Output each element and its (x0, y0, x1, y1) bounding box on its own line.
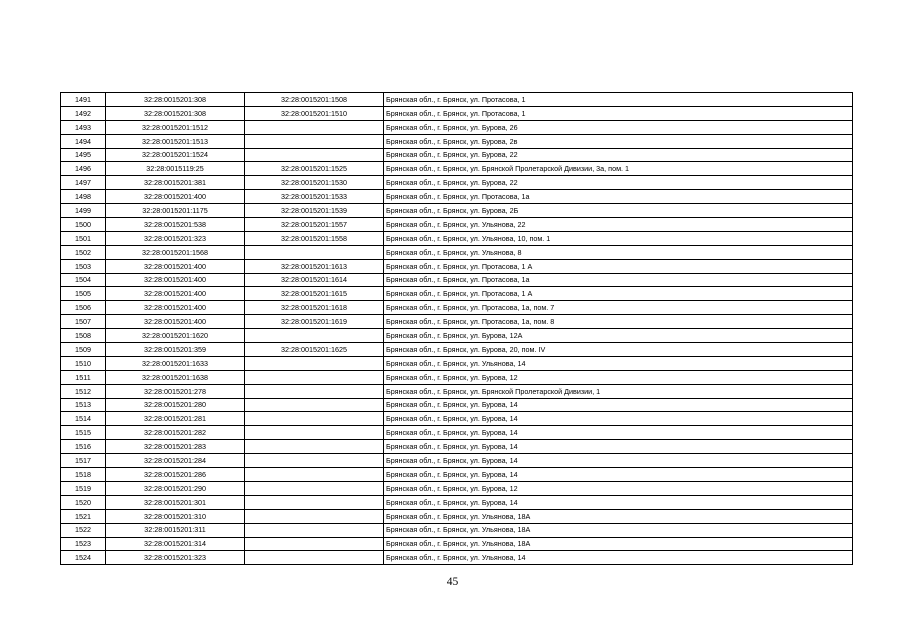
address-cell: Брянская обл., г. Брянск, ул. Протасова, 1а, пом. 7 (384, 301, 853, 315)
table-row (61, 551, 853, 565)
cadastral-number-cell: 32:28:0015201:308 (106, 106, 245, 120)
address-cell: Брянская обл., г. Брянск, ул. Бурова, 14 (384, 412, 853, 426)
table-row (61, 426, 853, 440)
cadastral-number-cell: 32:28:0015201:1512 (106, 120, 245, 134)
premises-cadastral-number-cell (245, 440, 384, 454)
cadastral-number-cell: 32:28:0015201:323 (106, 231, 245, 245)
row-number-cell: 1494 (61, 134, 106, 148)
row-number-cell: 1523 (61, 537, 106, 551)
cadastral-number-cell: 32:28:0015201:1568 (106, 245, 245, 259)
row-number-cell: 1514 (61, 412, 106, 426)
table-row (61, 509, 853, 523)
address-cell: Брянская обл., г. Брянск, ул. Бурова, 2Б (384, 204, 853, 218)
cadastral-number-cell: 32:28:0015201:400 (106, 259, 245, 273)
row-number-cell: 1497 (61, 176, 106, 190)
cadastral-number-cell: 32:28:0015201:381 (106, 176, 245, 190)
premises-cadastral-number-cell (245, 537, 384, 551)
cadastral-number-cell: 32:28:0015201:359 (106, 343, 245, 357)
premises-cadastral-number-cell: 32:28:0015201:1539 (245, 204, 384, 218)
row-number-cell: 1491 (61, 93, 106, 107)
premises-cadastral-number-cell (245, 523, 384, 537)
property-registry-table (60, 92, 853, 565)
row-number-cell: 1500 (61, 218, 106, 232)
row-number-cell: 1521 (61, 509, 106, 523)
table-row (61, 218, 853, 232)
address-cell: Брянская обл., г. Брянск, ул. Бурова, 14 (384, 398, 853, 412)
address-cell: Брянская обл., г. Брянск, ул. Ульянова, 10, пом. 1 (384, 231, 853, 245)
cadastral-number-cell: 32:28:0015201:400 (106, 315, 245, 329)
cadastral-number-cell: 32:28:0015201:400 (106, 301, 245, 315)
cadastral-number-cell: 32:28:0015201:400 (106, 273, 245, 287)
premises-cadastral-number-cell: 32:28:0015201:1613 (245, 259, 384, 273)
row-number-cell: 1493 (61, 120, 106, 134)
row-number-cell: 1516 (61, 440, 106, 454)
cadastral-number-cell: 32:28:0015201:310 (106, 509, 245, 523)
address-cell: Брянская обл., г. Брянск, ул. Бурова, 2в (384, 134, 853, 148)
premises-cadastral-number-cell (245, 481, 384, 495)
row-number-cell: 1520 (61, 495, 106, 509)
row-number-cell: 1519 (61, 481, 106, 495)
premises-cadastral-number-cell (245, 412, 384, 426)
table-row (61, 301, 853, 315)
table-row (61, 273, 853, 287)
address-cell: Брянская обл., г. Брянск, ул. Бурова, 14 (384, 426, 853, 440)
table-row (61, 231, 853, 245)
table-row (61, 287, 853, 301)
table-row (61, 384, 853, 398)
address-cell: Брянская обл., г. Брянск, ул. Ульянова, 18А (384, 509, 853, 523)
table-row (61, 315, 853, 329)
table-row (61, 523, 853, 537)
row-number-cell: 1503 (61, 259, 106, 273)
cadastral-number-cell: 32:28:0015201:1638 (106, 370, 245, 384)
address-cell: Брянская обл., г. Брянск, ул. Протасова, 1а (384, 273, 853, 287)
cadastral-number-cell: 32:28:0015201:290 (106, 481, 245, 495)
table-row (61, 259, 853, 273)
address-cell: Брянская обл., г. Брянск, ул. Бурова, 14 (384, 454, 853, 468)
premises-cadastral-number-cell (245, 329, 384, 343)
premises-cadastral-number-cell (245, 468, 384, 482)
address-cell: Брянская обл., г. Брянск, ул. Ульянова, 14 (384, 356, 853, 370)
premises-cadastral-number-cell: 32:28:0015201:1619 (245, 315, 384, 329)
address-cell: Брянская обл., г. Брянск, ул. Бурова, 12 (384, 481, 853, 495)
cadastral-number-cell: 32:28:0015201:400 (106, 287, 245, 301)
row-number-cell: 1504 (61, 273, 106, 287)
row-number-cell: 1517 (61, 454, 106, 468)
table-row (61, 343, 853, 357)
row-number-cell: 1506 (61, 301, 106, 315)
premises-cadastral-number-cell: 32:28:0015201:1625 (245, 343, 384, 357)
premises-cadastral-number-cell (245, 426, 384, 440)
cadastral-number-cell: 32:28:0015201:286 (106, 468, 245, 482)
address-cell: Брянская обл., г. Брянск, ул. Протасова, 1 А (384, 259, 853, 273)
cadastral-number-cell: 32:28:0015201:281 (106, 412, 245, 426)
row-number-cell: 1511 (61, 370, 106, 384)
table-row (61, 106, 853, 120)
row-number-cell: 1492 (61, 106, 106, 120)
table-row (61, 440, 853, 454)
row-number-cell: 1496 (61, 162, 106, 176)
table-row (61, 370, 853, 384)
row-number-cell: 1509 (61, 343, 106, 357)
cadastral-number-cell: 32:28:0015201:311 (106, 523, 245, 537)
premises-cadastral-number-cell: 32:28:0015201:1618 (245, 301, 384, 315)
table-row (61, 93, 853, 107)
row-number-cell: 1505 (61, 287, 106, 301)
row-number-cell: 1508 (61, 329, 106, 343)
table-row (61, 204, 853, 218)
premises-cadastral-number-cell (245, 551, 384, 565)
row-number-cell: 1510 (61, 356, 106, 370)
table-row (61, 176, 853, 190)
premises-cadastral-number-cell (245, 398, 384, 412)
cadastral-number-cell: 32:28:0015201:284 (106, 454, 245, 468)
row-number-cell: 1518 (61, 468, 106, 482)
page-number: 45 (446, 576, 459, 588)
premises-cadastral-number-cell (245, 356, 384, 370)
table-row (61, 245, 853, 259)
address-cell: Брянская обл., г. Брянск, ул. Протасова, 1 (384, 106, 853, 120)
premises-cadastral-number-cell: 32:28:0015201:1510 (245, 106, 384, 120)
table-row (61, 329, 853, 343)
row-number-cell: 1499 (61, 204, 106, 218)
table-body (61, 93, 853, 565)
cadastral-number-cell: 32:28:0015201:538 (106, 218, 245, 232)
cadastral-number-cell: 32:28:0015201:1620 (106, 329, 245, 343)
table-row (61, 412, 853, 426)
row-number-cell: 1498 (61, 190, 106, 204)
row-number-cell: 1512 (61, 384, 106, 398)
cadastral-number-cell: 32:28:0015201:1513 (106, 134, 245, 148)
table-row (61, 356, 853, 370)
premises-cadastral-number-cell: 32:28:0015201:1508 (245, 93, 384, 107)
premises-cadastral-number-cell (245, 384, 384, 398)
table-row (61, 148, 853, 162)
row-number-cell: 1515 (61, 426, 106, 440)
address-cell: Брянская обл., г. Брянск, ул. Бурова, 14 (384, 468, 853, 482)
row-number-cell: 1524 (61, 551, 106, 565)
cadastral-number-cell: 32:28:0015201:1175 (106, 204, 245, 218)
cadastral-number-cell: 32:28:0015201:301 (106, 495, 245, 509)
address-cell: Брянская обл., г. Брянск, ул. Бурова, 26 (384, 120, 853, 134)
table-row (61, 454, 853, 468)
address-cell: Брянская обл., г. Брянск, ул. Брянской Пролетарской Дивизии, 1 (384, 384, 853, 398)
address-cell: Брянская обл., г. Брянск, ул. Ульянова, 14 (384, 551, 853, 565)
address-cell: Брянская обл., г. Брянск, ул. Протасова, 1 А (384, 287, 853, 301)
cadastral-number-cell: 32:28:0015201:280 (106, 398, 245, 412)
address-cell: Брянская обл., г. Брянск, ул. Бурова, 14 (384, 495, 853, 509)
premises-cadastral-number-cell: 32:28:0015201:1530 (245, 176, 384, 190)
row-number-cell: 1502 (61, 245, 106, 259)
table-row (61, 398, 853, 412)
premises-cadastral-number-cell (245, 245, 384, 259)
cadastral-number-cell: 32:28:0015201:278 (106, 384, 245, 398)
address-cell: Брянская обл., г. Брянск, ул. Бурова, 22 (384, 148, 853, 162)
premises-cadastral-number-cell: 32:28:0015201:1615 (245, 287, 384, 301)
cadastral-number-cell: 32:28:0015119:25 (106, 162, 245, 176)
table-row (61, 162, 853, 176)
cadastral-number-cell: 32:28:0015201:1633 (106, 356, 245, 370)
row-number-cell: 1495 (61, 148, 106, 162)
premises-cadastral-number-cell (245, 148, 384, 162)
address-cell: Брянская обл., г. Брянск, ул. Протасова, 1а (384, 190, 853, 204)
row-number-cell: 1522 (61, 523, 106, 537)
premises-cadastral-number-cell: 32:28:0015201:1614 (245, 273, 384, 287)
address-cell: Брянская обл., г. Брянск, ул. Ульянова, 8 (384, 245, 853, 259)
premises-cadastral-number-cell: 32:28:0015201:1558 (245, 231, 384, 245)
table-row (61, 134, 853, 148)
address-cell: Брянская обл., г. Брянск, ул. Ульянова, 18А (384, 537, 853, 551)
table-row (61, 537, 853, 551)
premises-cadastral-number-cell (245, 134, 384, 148)
address-cell: Брянская обл., г. Брянск, ул. Бурова, 22 (384, 176, 853, 190)
address-cell: Брянская обл., г. Брянск, ул. Протасова, 1 (384, 93, 853, 107)
cadastral-number-cell: 32:28:0015201:308 (106, 93, 245, 107)
table-row (61, 468, 853, 482)
premises-cadastral-number-cell: 32:28:0015201:1557 (245, 218, 384, 232)
premises-cadastral-number-cell (245, 495, 384, 509)
row-number-cell: 1507 (61, 315, 106, 329)
address-cell: Брянская обл., г. Брянск, ул. Брянской Пролетарской Дивизии, 3а, пом. 1 (384, 162, 853, 176)
address-cell: Брянская обл., г. Брянск, ул. Бурова, 12 (384, 370, 853, 384)
cadastral-number-cell: 32:28:0015201:400 (106, 190, 245, 204)
premises-cadastral-number-cell (245, 509, 384, 523)
cadastral-number-cell: 32:28:0015201:323 (106, 551, 245, 565)
cadastral-number-cell: 32:28:0015201:314 (106, 537, 245, 551)
address-cell: Брянская обл., г. Брянск, ул. Бурова, 14 (384, 440, 853, 454)
address-cell: Брянская обл., г. Брянск, ул. Ульянова, 18А (384, 523, 853, 537)
premises-cadastral-number-cell: 32:28:0015201:1533 (245, 190, 384, 204)
premises-cadastral-number-cell (245, 120, 384, 134)
address-cell: Брянская обл., г. Брянск, ул. Бурова, 20, пом. IV (384, 343, 853, 357)
premises-cadastral-number-cell (245, 370, 384, 384)
address-cell: Брянская обл., г. Брянск, ул. Ульянова, 22 (384, 218, 853, 232)
row-number-cell: 1501 (61, 231, 106, 245)
cadastral-number-cell: 32:28:0015201:283 (106, 440, 245, 454)
cadastral-number-cell: 32:28:0015201:1524 (106, 148, 245, 162)
table-row (61, 120, 853, 134)
cadastral-number-cell: 32:28:0015201:282 (106, 426, 245, 440)
table-row (61, 495, 853, 509)
address-cell: Брянская обл., г. Брянск, ул. Протасова, 1а, пом. 8 (384, 315, 853, 329)
row-number-cell: 1513 (61, 398, 106, 412)
table-row (61, 481, 853, 495)
table-row (61, 190, 853, 204)
premises-cadastral-number-cell (245, 454, 384, 468)
premises-cadastral-number-cell: 32:28:0015201:1525 (245, 162, 384, 176)
address-cell: Брянская обл., г. Брянск, ул. Бурова, 12А (384, 329, 853, 343)
